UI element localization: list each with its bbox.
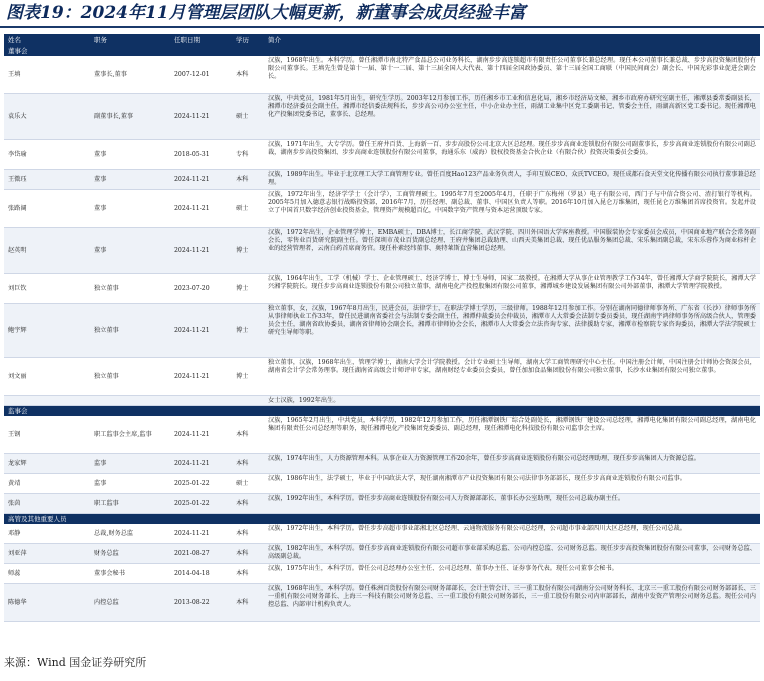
section-executives: 高管及其他重要人员 (4, 514, 760, 524)
biography: 汉族，1971年出生，大专学历。曾任王府井百货、上海新一百、步步高股份公司北京大区总经理。现任步步高商业连锁股份有限公司副董事长，步步高商业连锁股份有限公司副总裁，湖南步步高投资集团、步步高商业连锁股份有限公司董事，海通乐东（威海）股权投资基金合伙企业（有限合伙）投资决策委员会委员。 (268, 141, 756, 156)
person-name: 师蕊 (8, 569, 21, 577)
education: 硕士 (236, 479, 249, 487)
table-header (4, 34, 760, 46)
person-role: 总裁,财务总监 (94, 529, 134, 537)
table-row (4, 544, 760, 564)
person-role: 监事 (94, 459, 107, 467)
person-role: 职工监事会主席,监事 (94, 430, 152, 438)
education: 博士 (236, 284, 249, 292)
table-row (4, 94, 760, 140)
person-name: 陈德华 (8, 598, 27, 606)
education: 本科 (236, 549, 249, 557)
appointment-date: 2024-11-21 (174, 529, 210, 537)
table-row (4, 524, 760, 544)
person-role: 独立董事 (94, 284, 119, 292)
biography: 汉族，1972年出生，经济学学士（会计学），工商管理硕士。1995年7月至2005年4月，任职于广东梅州（罗县）电子有限公司，西门子与中信合资公司、渣打银行等机构。2005年5月加入德意志银行战略投资部，2016年7月，历任经理、副总裁、董事、中国区负责人等职。2016年10月加入昆仑万维集团，现任昆仑万维集团首席投资官。发起并设立了中国首只数字经济创业投资基金，管理资产规模超百亿，中国数字资产管理与资本运营顶级专家。 (268, 191, 756, 214)
person-role: 董事 (94, 175, 107, 183)
header-date: 任职日期 (174, 36, 200, 44)
table-row (4, 584, 760, 622)
education: 硕士 (236, 112, 249, 120)
education: 硕士 (236, 204, 249, 212)
person-name (4, 396, 94, 405)
table-row (4, 474, 760, 494)
biography: 汉族，1972年出生，企业管理学博士，EMBA硕士，DBA博士，长江商学院、武汉学院、四川外国语大学客座教授。中国服装协会专家委员会成员，中国商业地产联合会常务副会长，零售业百货研究院副主任。曾任深圳市茂业百货副总经理、王府井集团总裁助理、山西天美集团总裁、现任优品服务集团总裁、宋乐集团副总裁，宋东乐蓉作为商业标杆企业的经营管理者，云南白药首席商务官。现任朴素经纬董事、奥特莱斯直营集团总经理。 (268, 229, 756, 252)
person-name: 张路阔 (8, 204, 27, 212)
biography: 汉族，1992年出生，本科学历。曾任步步高商业连锁股份有限公司人力资源部部长、董事长办公室助理，现任公司总裁办副主任。 (268, 495, 625, 502)
table-row (4, 228, 760, 274)
appointment-date: 2025-01-22 (174, 479, 210, 487)
person-role: 财务总监 (94, 549, 119, 557)
education: 本科 (236, 529, 249, 537)
biography: 女士汉族，1992年出生。 (268, 397, 340, 404)
biography: 独立董事，汉族，1968年出生，管理学博士，湖南大学会计学院教授。会计专业硕士生导师，湖南大学工商管理研究中心主任。中国注册会计师，中国注册会计师协会资深会员，湖南省会计学会常务理事。现任湖南省高级会计师评审专家，湖南财经专业委员会委员，曾任加加食品集团股份有限公司独立董事，长沙水业集团有限公司独立董事。 (268, 359, 756, 374)
appointment-date: 2018-05-31 (174, 150, 210, 158)
person-name: 鲍宇辉 (8, 326, 27, 334)
education: 博士 (236, 326, 249, 334)
education: 博士 (236, 372, 249, 380)
appointment-date: 2024-11-21 (174, 246, 210, 254)
table-row (4, 170, 760, 190)
header-education: 学历 (236, 36, 249, 44)
header-name: 姓名 (8, 36, 21, 44)
table-row (4, 494, 760, 514)
section-supervisory-board: 监事会 (4, 406, 760, 416)
appointment-date: 2007-12-01 (174, 70, 210, 78)
appointment-date: 2024-11-21 (174, 326, 210, 334)
person-role: 董事 (94, 150, 107, 158)
source-note: 来源：Wind 国金证券研究所 (4, 656, 147, 669)
person-name: 张茵 (8, 499, 21, 507)
biography: 汉族，1982年出生，本科学历。曾任步步高商业连锁股份有限公司超市事业部采购总监、公司内控总监、公司财务总监。现任步步高投资集团股份有限公司董事，公司财务总监、高级副总裁。 (268, 545, 756, 560)
person-name: 赵英明 (8, 246, 27, 254)
education: 本科 (236, 598, 249, 606)
appointment-date: 2024-11-21 (174, 372, 210, 380)
education: 专科 (236, 150, 249, 158)
appointment-date: 2024-11-21 (174, 430, 210, 438)
appointment-date: 2025-01-22 (174, 499, 210, 507)
report-figure-title: 图表19：2024年11月管理层团队大幅更新，新董事会成员经验丰富 (0, 0, 764, 28)
appointment-date: 2024-11-21 (174, 204, 210, 212)
section-board: 董事会 (4, 46, 760, 56)
biography: 汉族，1968年出生，本科学历。曾任株洲百货股份有限公司财务部部长、会计主管会计、三一重工股份有限公司湖南分公司财务科长、北京三一重工股份有限公司财务部部长、三一重机有限公司财务部长、上海三一科技有限公司财务总监、三一重工股份有限公司财务部长，三一重工股份有限公司内审部部长，湖南中发资产管理公司财务总监。现任公司内控总监、内部审计机构负责人。 (268, 585, 756, 608)
table-row (4, 190, 760, 228)
person-name: 王钢 (8, 430, 21, 438)
person-name: 王微珏 (8, 175, 27, 183)
biography: 汉族，1989年出生。毕业于北京理工大学工商管理专业。曾任百度Hao123产品业务负责人，手印互娱CEO、众氏TVCEO。现任成都石食天堂文化传播有限公司执行董事兼总经理。 (268, 171, 756, 186)
person-name: 刘巨钦 (8, 284, 27, 292)
biography: 汉族，1975年出生，本科学历。曾任公司总经理办公室主任、公司总经理、董事办主任、证券事务代表。现任公司董事会秘书。 (268, 565, 618, 572)
biography: 汉族，1968年出生。本科学历。曾任湘潭市南北特产食品总公司业务科长，湖南步步高连锁超市有限责任公司董事长兼总经理。现任本公司董事长兼总裁、步步高投资集团股份有限公司董事长。王填先生曾是第十一届、第十一二届、第十三届全国人大代表、第十四届全国政协委员、第十三届全国工商联（中国民间商会）副会长、中国光彩事业促进会副会长。 (268, 57, 756, 80)
person-role: 职工监事 (94, 499, 119, 507)
education: 本科 (236, 175, 249, 183)
person-role: 监事 (94, 479, 107, 487)
person-name: 刘亚萍 (8, 549, 27, 557)
biography: 汉族，1965年2月出生，中共党员，本科学历，1982年12月参加工作，历任湘潭钢铁厂综合处副处长，湘潭钢铁厂建设公司总经理，湘潭电化集团有限公司副总经理，湖南电化集团有限责任公司总经理等职务，现任湘潭电化产投集团党委委员、副总经理，现任湘潭电化科技股份有限公司监事会主席。 (268, 417, 756, 432)
education: 本科 (236, 569, 249, 577)
biography: 汉族，1974年出生，人力资源管理本科。从事企业人力资源管理工作20余年，曾任步步高商业连锁股份有限公司总经理助理，现任步步高集团人力资源总监。 (268, 455, 700, 462)
biography: 汉族，中共党员，1981年5月出生，研究生学历。2003年12月参加工作，历任湘乡市工业和信息化局，湘乡市经济局文秘，湘乡市政府办研究室副主任，湘潭县委常委副县长，湘潭市经济委员会副主任，湘潭市经信委法规科长，步步高公司办公室主任，中小企业办主任，雨湖工业集中区党工委副书记、管委会主任，雨湖高新区党工委书记。现任湘潭电化产投集团党委书记，董事长、总经理。 (268, 95, 756, 118)
table-row (4, 140, 760, 170)
appointment-date (174, 396, 236, 405)
biography: 独立董事，女，汉族，1967年8月出生，民进会员，法律学士，在职法学博士学历，三级律师。1988年12月参加工作。分别在湖南同德律师事务所、广东省（长沙）律师事务所从事律师执业工作33年，曾任民进湖南省委社会与法制专委会副主任，湘潭仲裁委员会仲裁员，湘潭市人大常委会法制专委员委员，现任湖南宇鸿律师事务所高级合伙人，管理委员会主任，湖南省政协委员，湖南省律师协会副会长，湘潭市律师协会会长，湘潭市人大常委会立法咨询专家、法律援助专家，湘潭市检察院专家咨询委员，湘潭大学法学院硕士研究生导师等职。 (268, 305, 756, 336)
table-row (4, 56, 760, 94)
header-role: 职务 (94, 36, 107, 44)
header-bio: 简介 (268, 36, 281, 44)
appointment-date: 2014-04-18 (174, 569, 210, 577)
appointment-date: 2021-08-27 (174, 549, 210, 557)
table-row (4, 564, 760, 584)
education: 博士 (236, 246, 249, 254)
person-role: 副董事长,董事 (94, 112, 134, 120)
appointment-date: 2024-11-21 (174, 175, 210, 183)
person-role: 董事会秘书 (94, 569, 125, 577)
person-name: 王填 (8, 70, 21, 78)
person-role: 董事 (94, 204, 107, 212)
biography: 汉族，1986年出生，法学硕士，毕业于中国政法大学，现任湖南湘潭市产业投资集团有限公司法律事务部部长，现任步步高商业连锁股份有限公司监事。 (268, 475, 686, 482)
biography: 汉族，1964年出生，工学（机械）学士、企业管理硕士、经济学博士、博士生导师，国家二级教授。在湘潭大学从事企业管理教学工作34年，曾任湘潭大学商学院院长，湘潭大学兴湘学院院长。现任步步高商业连锁股份有限公司独立董事，湖南电化产投控股集团有限公司董事，湘潭城乡建设发展集团有限公司外部董事，湘潭大学管理学院教授。 (268, 275, 756, 290)
education (236, 396, 268, 405)
table-row (4, 454, 760, 474)
person-name: 黄靖 (8, 479, 21, 487)
person-name: 李岱瑜 (8, 150, 27, 158)
person-role: 内控总监 (94, 598, 119, 606)
table-row (4, 304, 760, 358)
person-name: 龙家辉 (8, 459, 27, 467)
person-name: 邓静 (8, 529, 21, 537)
person-role: 董事 (94, 246, 107, 254)
table-row (4, 358, 760, 396)
table-row (4, 416, 760, 454)
appointment-date: 2013-08-22 (174, 598, 210, 606)
person-role (94, 396, 174, 405)
person-role: 独立董事 (94, 326, 119, 334)
education: 本科 (236, 70, 249, 78)
management-table (4, 34, 760, 652)
education: 本科 (236, 499, 249, 507)
person-name: 刘文丽 (8, 372, 27, 380)
table-row (4, 274, 760, 304)
appointment-date: 2024-11-21 (174, 459, 210, 467)
appointment-date: 2023-07-20 (174, 284, 210, 292)
table-row (4, 396, 760, 406)
person-role: 独立董事 (94, 372, 119, 380)
education: 本科 (236, 459, 249, 467)
person-role: 董事长,董事 (94, 70, 127, 78)
appointment-date: 2024-11-21 (174, 112, 210, 120)
education: 本科 (236, 430, 249, 438)
person-name: 袁乐大 (8, 112, 27, 120)
biography: 汉族，1972年出生，本科学历。曾任步步高超市事业部湘北区总经理、云通物流服务有限公司总经理，公司超市事业部四川大区总经理，现任公司总裁。 (268, 525, 686, 532)
